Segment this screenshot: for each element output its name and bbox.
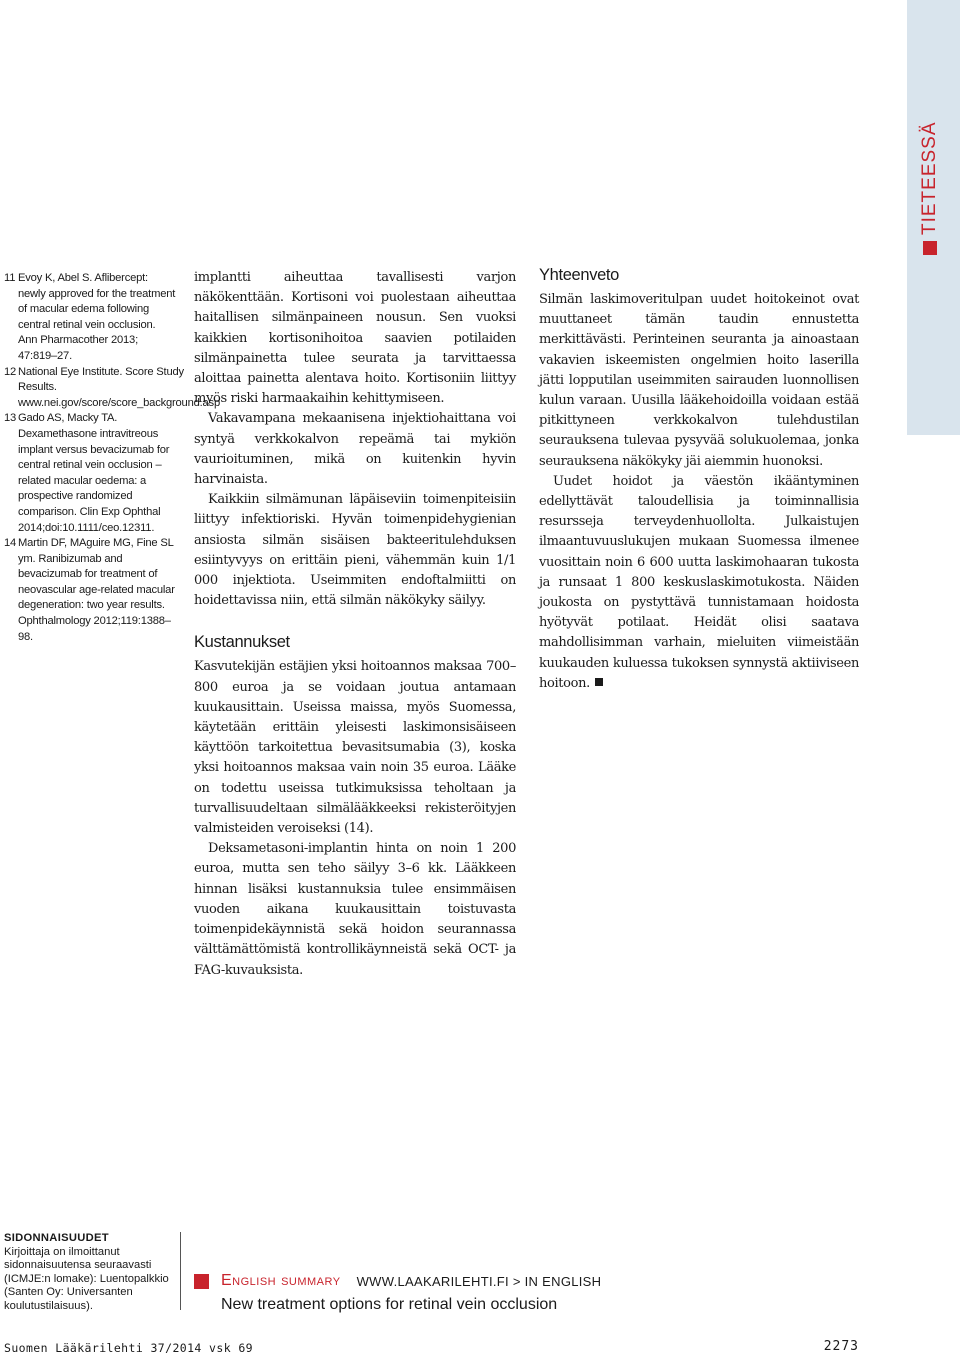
article-column-2 <box>539 264 859 694</box>
paragraph-text: Uudet hoidot ja väestön ikääntyminen edellyttävät taloudellisia ja toiminnallisia resursseja terveydenhuollolta. Julkaistujen ilmaantuvuuslukujen mukaan Suomessa ilmenee vuosittain noin 6 600 uutta laskimohaaran tukosta ja runsaat 1 800 keskuslaskimotukosta. Näiden joukosta on pystyttävä tunnistamaan hoidosta hyötyvät potilaat. Heidät olisi saatava mahdollisimman varhain, mieluiten viimeistään kuukauden kuluessa tukoksen synnystä aktiiviseen hoitoon. <box>539 473 859 691</box>
page-number: 2273 <box>823 1339 859 1354</box>
english-summary-label: English summary <box>221 1272 341 1289</box>
english-summary-square-icon <box>194 1274 209 1289</box>
english-summary-title: New treatment options for retinal vein occlusion <box>221 1296 558 1313</box>
paragraph: Silmän laskimoveritulpan uudet hoitokeinot ovat muuttaneet tämän taudin ennustetta merkittävästi. Perinteinen seuranta ja ainoastaan vakavien iskeemisten ongelmien hoito laserilla jätti lopputilan useimmiten sairauden luonnollisen kulun varaan. Uusilla lääkehoidoilla voidaan estää pitkittyneen verkkokalvon tulehdustilan seurauksena tulevaa pysyvää solukuolemaa, jonka seurauksena näkökyky jäi aiemmin huonoksi. <box>539 292 859 469</box>
disclosure-box <box>4 1232 179 1314</box>
reference-text: Martin DF, MAguire MG, Fine SL ym. Ranibizumab and bevacizumab for treatment of neovascular age-related macular degeneration: two year results. Ophthalmology 2012;119:1388–98. <box>18 537 175 643</box>
end-mark-icon <box>595 678 603 686</box>
reference-item <box>4 411 176 536</box>
reference-number: 14 <box>4 537 17 550</box>
reference-number: 12 <box>4 365 17 378</box>
paragraph: Vakavampana mekaanisena injektiohaittana voi syntyä verkkokalvon repeämä tai mykiön vaurioituminen, mikä on kuitenkin hyvin harvinaista. <box>194 411 516 488</box>
reference-text: National Eye Institute. Score Study Results. www.nei.gov/score/score_background.asp <box>18 365 220 409</box>
reference-text: Gado AS, Macky TA. Dexamethasone intravitreous implant versus bevacizumab for central retinal vein occlusion – related macular oedema: a prospective randomized comparison. Clin Exp Ophthal 2014;doi:10.1111/ceo.12311. <box>18 412 170 534</box>
paragraph: Deksametasoni-implantin hinta on noin 1 200 euroa, mutta sen teho säilyy 3–6 kk. Lääkkeen hinnan lisäksi kustannuksia tulee ensimmäisen vuoden aikana kuukausittain toistuvasta toimenpidekäynnistä sekä hoidon seurannassa välttämättömistä kontrollikäynneistä sekä OCT- ja FAG-kuvauksista. <box>194 841 516 978</box>
divider <box>180 1232 181 1310</box>
paragraph: implantti aiheuttaa tavallisesti varjon näkökenttään. Kortisoni voi puolestaan aiheuttaa haitallisen silmänpaineen nousun. Sen vuoksi kaikkien kortisonihoitoa saavien potilaiden silmänpainetta tulee seurata ja tarvittaessa aloittaa painetta alentava hoito. Kortisoniin liittyy myös riski harmaakaihin kehittymiseen. <box>194 270 516 407</box>
footer-journal: Suomen Lääkärilehti 37/2014 vsk 69 <box>4 1341 254 1355</box>
section-heading-summary: Yhteenveto <box>539 266 619 284</box>
paragraph: Kaikkiin silmämunan läpäiseviin toimenpiteisiin liittyy infektioriski. Hyvän toimenpidehygienian ansiosta silmän sisäisen bakteeritulehduksen esiintyvyys on erittäin pieni, vähemmän kuin 1/1 000 injektiota. Useimmiten endoftalmiitti on hoidettavissa niin, että silmän näkökyky säilyy. <box>194 492 516 609</box>
section-label <box>907 0 960 270</box>
disclosure-heading: SIDONNAISUUDET <box>4 1232 109 1244</box>
paragraph: Kasvutekijän estäjien yksi hoitoannos maksaa 700–800 euroa ja se voidaan joutua antamaan kuukausittain. Useissa maissa, myös Suomessa, käytetään erittäin yleisesti laskimonsisäiseen käyttöön tarkoitettua bevasitsumabia (3), koska yksi hoitoannos maksaa vain noin 35 euroa. Lääke on todettu useissa tutkimuksissa teholtaan ja turvallisuudeltaan silmälääkkeeksi rekisteröityjen valmisteiden veroiseksi (14). <box>194 659 516 837</box>
reference-item <box>4 271 176 365</box>
reference-item <box>4 365 220 412</box>
reference-number: 11 <box>4 272 16 284</box>
reference-text: Evoy K, Abel S. Aflibercept: newly approved for the treatment of macular edema following central retinal vein occlusion. Ann Pharmacother 2013; 47:819–27. <box>18 272 176 362</box>
english-summary-link[interactable]: WWW.LAAKARILEHTI.FI > IN ENGLISH <box>356 1273 602 1289</box>
reference-number: 13 <box>4 412 17 425</box>
english-summary <box>194 1272 601 1314</box>
reference-list <box>4 271 220 645</box>
article-column-1 <box>194 268 516 981</box>
paragraph <box>539 472 859 694</box>
section-heading-costs: Kustannukset <box>194 633 290 652</box>
disclosure-text: Kirjoittaja on ilmoittanut sidonnaisuutensa seuraavasti (ICMJE:n lomake): Luentopalkkio (Santen Oy: Universanten koulutustilaisuus). <box>4 1245 169 1312</box>
section-square-icon <box>923 241 937 255</box>
reference-item <box>4 536 176 645</box>
section-label-text: TIETEESSÄ <box>919 121 940 235</box>
